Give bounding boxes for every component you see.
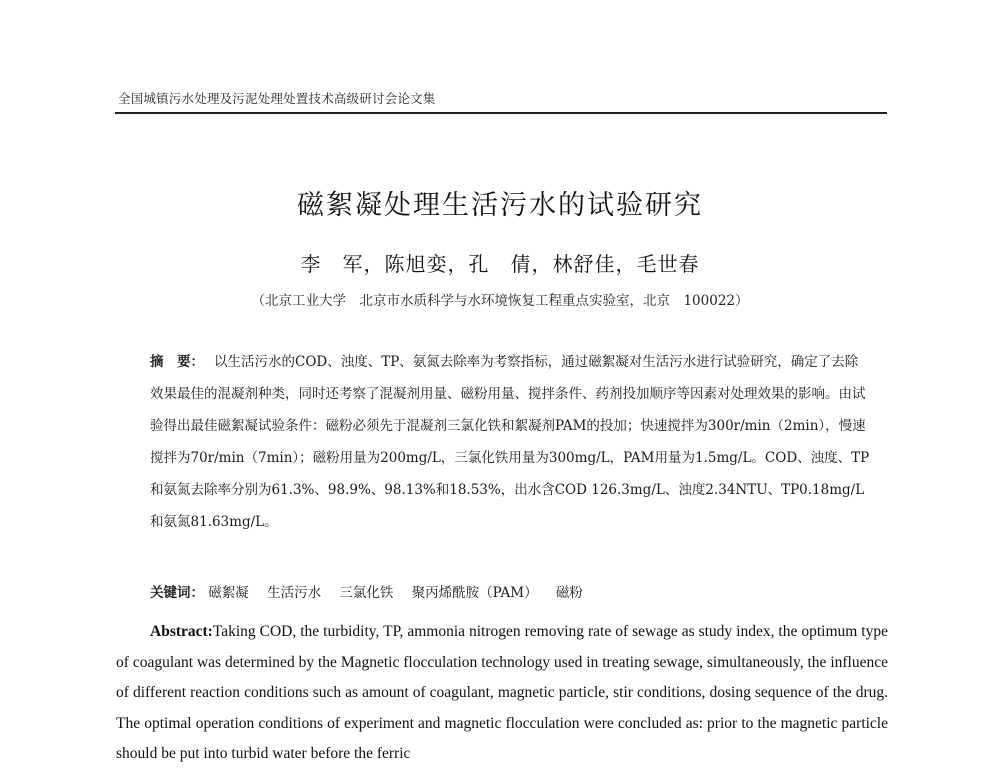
header-rule (115, 112, 887, 114)
running-head: 全国城镇污水处理及污泥处理处置技术高级研讨会论文集 (118, 91, 436, 106)
english-abstract-label: Abstract: (150, 623, 213, 640)
keywords (150, 581, 870, 601)
authors: 李 军，陈旭娈，孔 倩，林舒佳，毛世春 (300, 252, 700, 276)
paper-title: 磁絮凝处理生活污水的试验研究 (297, 190, 703, 221)
keywords-label: 关键词： (150, 585, 204, 601)
chinese-abstract (150, 346, 870, 538)
chinese-abstract-text: 以生活污水的COD、浊度、TP、氨氮去除率为考察指标，通过磁絮凝对生活污水进行试验研究，确定了去除效果最佳的混凝剂种类，同时还考察了混凝剂用量、磁粉用量、搅拌条件、药剂投加顺序等因素对处理效果的影响。由试验得出最佳磁絮凝试验条件：磁粉必须先于混凝剂三氯化铁和絮凝剂PAM的投加；快速搅拌为300r/min（2min），慢速搅拌为70r/min（7min）；磁粉用量为200mg/L，三氯化铁用量为300mg/L，PAM用量为1.5mg/L。COD、浊度、TP和氨氮去除率分别为61.3%、98.9%、98.13%和18.53%，出水含COD 126.3mg/L、浊度2.34NTU、TP0.18mg/L和氨氮81.63mg/L。 (150, 354, 870, 530)
english-abstract-text: Taking COD, the turbidity, TP, ammonia nitrogen removing rate of sewage as study index, the optimum type of coagulant was determined by the Magnetic flocculation technology used in treating sewage, simultaneously, the influence of different reaction conditions such as amount of coagulant, magnetic particle, stir conditions, dosing sequence of the drug. The optimal operation conditions of experiment and magnetic flocculation were concluded as: prior to the magnetic particle should be put into turbid water before the ferric (116, 623, 888, 762)
keyword-item: 磁粉 (555, 585, 583, 601)
keyword-item: 三氯化铁 (339, 585, 394, 601)
keyword-item: 磁絮凝 (208, 585, 249, 601)
keyword-item: 聚丙烯酰胺（PAM） (411, 585, 538, 601)
chinese-abstract-label: 摘 要： (150, 354, 204, 370)
affiliation: （北京工业大学 北京市水质科学与水环境恢复工程重点实验室，北京 100022） (251, 293, 749, 309)
keyword-item: 生活污水 (267, 585, 322, 601)
english-abstract (116, 617, 888, 770)
